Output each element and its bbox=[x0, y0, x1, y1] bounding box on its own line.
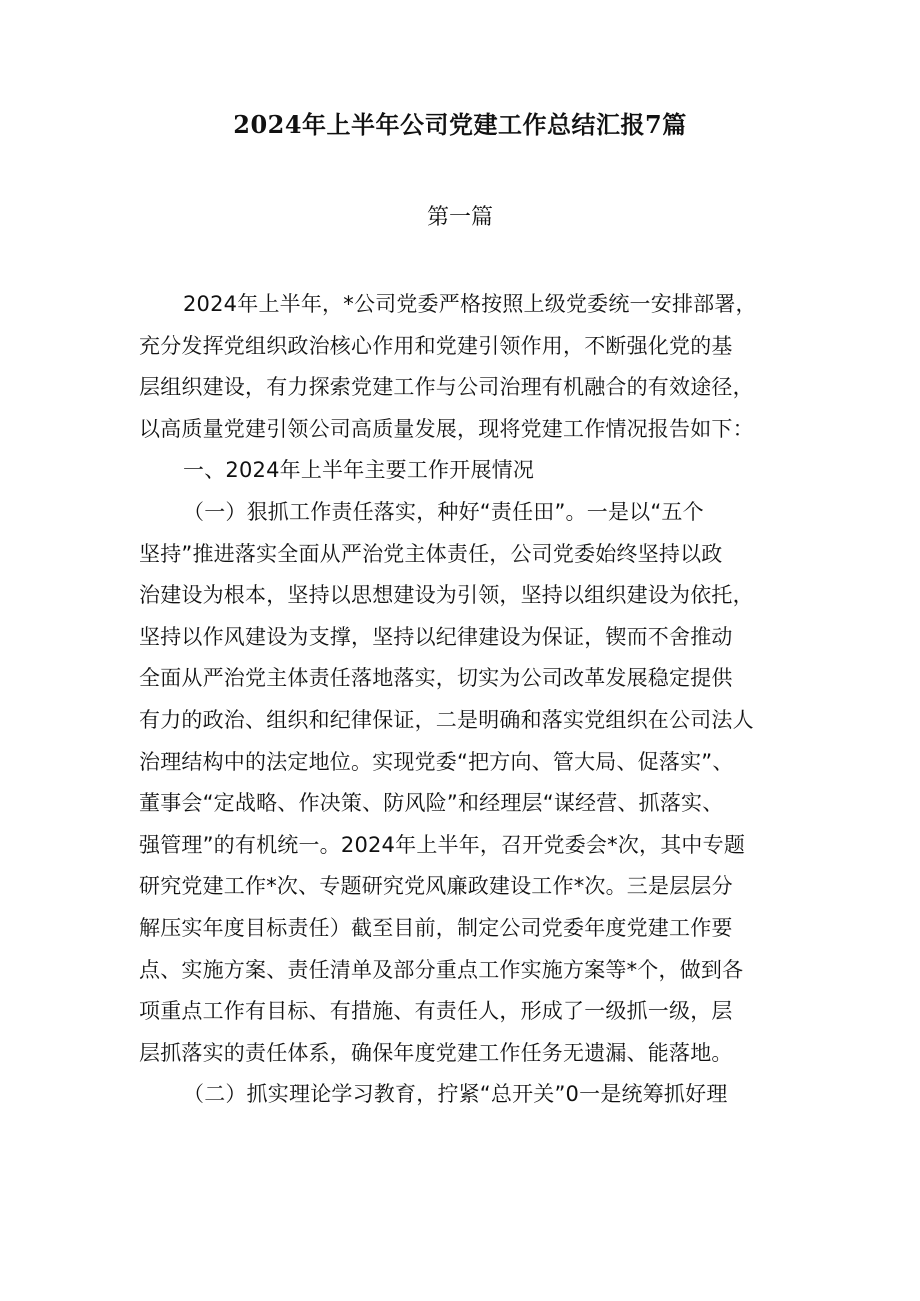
heading-line: 一、2024年上半年主要工作开展情况 bbox=[183, 458, 535, 483]
paragraph-line: 董事会“定战略、作决策、防风险”和经理层“谋经营、抓落实、 bbox=[139, 791, 724, 816]
document-title: 2024年上半年公司党建工作总结汇报7篇 bbox=[233, 110, 687, 139]
paragraph-line: 充分发挥党组织政治核心作用和党建引领作用，不断强化党的基 bbox=[139, 333, 733, 358]
paragraph-line: 研究党建工作*次、专题研究党风廉政建设工作*次。三是层层分 bbox=[139, 874, 733, 899]
paragraph-line: 项重点工作有目标、有措施、有责任人，形成了一级抓一级，层 bbox=[139, 999, 733, 1024]
paragraph-line: 以高质量党建引领公司高质量发展，现将党建工作情况报告如下： bbox=[139, 416, 754, 441]
paragraph-line: 坚持”推进落实全面从严治党主体责任，公司党委始终坚持以政 bbox=[139, 541, 723, 566]
paragraph-line: 强管理”的有机统一。2024年上半年，召开党委会*次，其中专题 bbox=[139, 832, 746, 857]
paragraph-line: 解压实年度目标责任）截至目前，制定公司党委年度党建工作要 bbox=[139, 915, 733, 940]
paragraph-line: 治理结构中的法定地位。实现党委“把方向、管大局、促落实”、 bbox=[139, 749, 734, 774]
paragraph-line: 2024年上半年，*公司党委严格按照上级党委统一安排部署， bbox=[183, 292, 757, 316]
paragraph-line: 全面从严治党主体责任落地落实，切实为公司改革发展稳定提供 bbox=[139, 666, 733, 691]
document-body bbox=[139, 284, 787, 1116]
section-heading: 第一篇 bbox=[426, 205, 493, 230]
paragraph-line: 有力的政治、组织和纪律保证，二是明确和落实党组织在公司法人 bbox=[139, 707, 754, 732]
paragraph-line: 治建设为根本，坚持以思想建设为引领，坚持以组织建设为依托， bbox=[139, 583, 754, 608]
paragraph-line: 坚持以作风建设为支撑，坚持以纪律建设为保证，锲而不舍推动 bbox=[139, 624, 733, 649]
paragraph-line: 层抓落实的责任体系，确保年度党建工作任务无遗漏、能落地。 bbox=[139, 1040, 733, 1065]
paragraph-line: （二）抓实理论学习教育，拧紧“总开关”0一是统筹抓好理 bbox=[183, 1082, 728, 1107]
paragraph-line: 层组织建设，有力探索党建工作与公司治理有机融合的有效途径， bbox=[139, 375, 754, 400]
paragraph-line: 点、实施方案、责任清单及部分重点工作实施方案等*个，做到各 bbox=[139, 957, 744, 982]
paragraph-line: （一）狠抓工作责任落实，种好“责任田”。一是以“五个 bbox=[183, 499, 704, 524]
